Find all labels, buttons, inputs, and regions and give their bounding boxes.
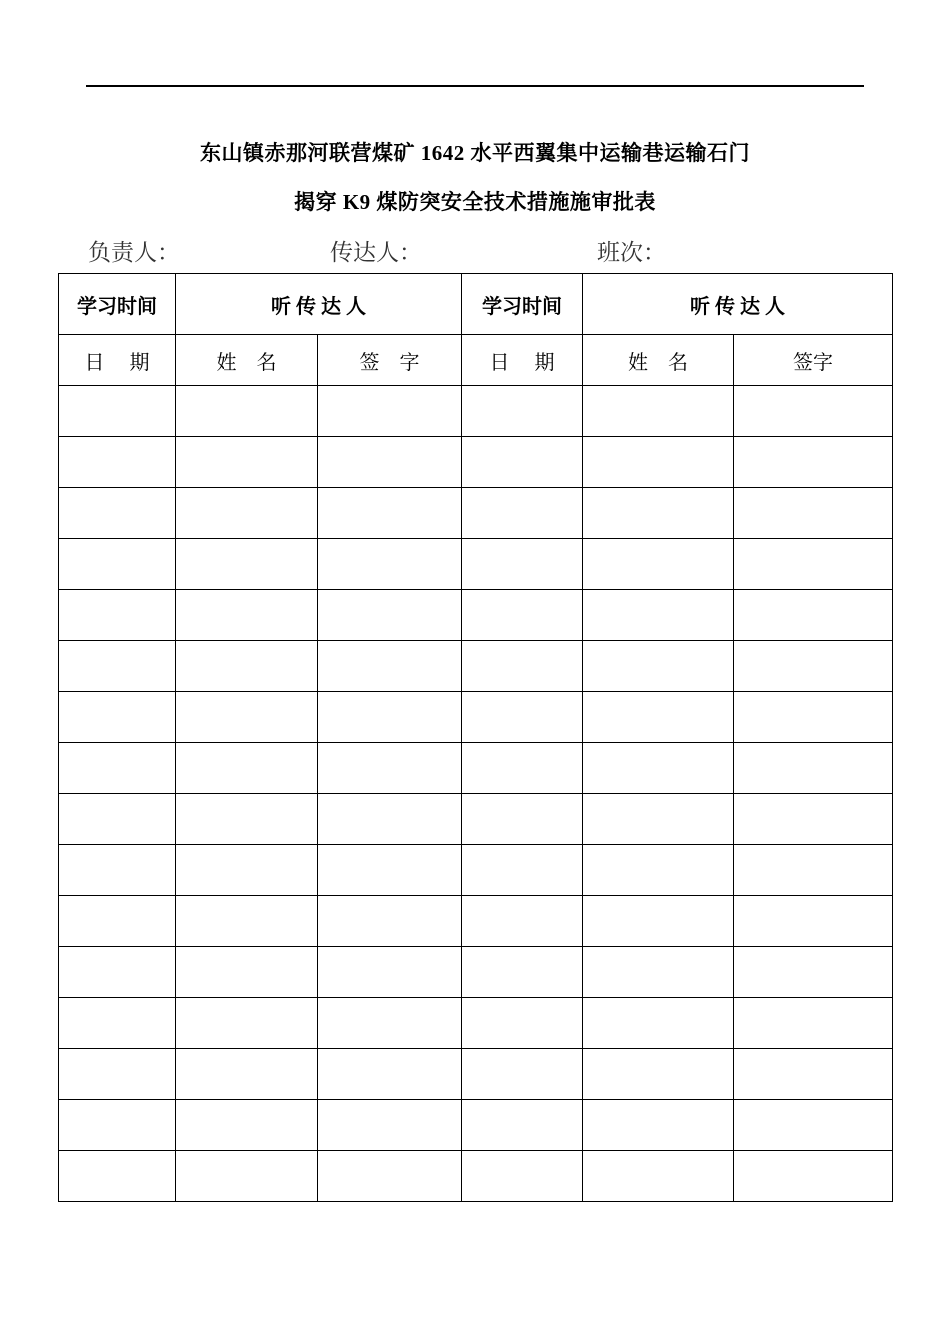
signature-cell-left — [318, 1100, 462, 1151]
name-cell-right — [583, 641, 734, 692]
name-header-left: 姓 名 — [176, 335, 318, 386]
name-cell-right — [583, 437, 734, 488]
name-cell-left — [176, 896, 318, 947]
name-cell-left — [176, 743, 318, 794]
table-row — [59, 845, 893, 896]
name-cell-right — [583, 488, 734, 539]
table-row — [59, 794, 893, 845]
name-cell-right — [583, 998, 734, 1049]
date-cell-right — [462, 488, 583, 539]
table-row — [59, 1151, 893, 1202]
date-cell-left — [59, 488, 176, 539]
name-cell-right — [583, 794, 734, 845]
study-time-header-right: 学习时间 — [462, 274, 583, 335]
name-cell-right — [583, 896, 734, 947]
name-cell-left — [176, 998, 318, 1049]
table-row — [59, 998, 893, 1049]
date-cell-right — [462, 692, 583, 743]
name-cell-right — [583, 743, 734, 794]
date-cell-right — [462, 590, 583, 641]
name-cell-left — [176, 845, 318, 896]
date-cell-left — [59, 539, 176, 590]
signature-cell-right — [734, 998, 893, 1049]
date-cell-left — [59, 845, 176, 896]
date-cell-right — [462, 386, 583, 437]
date-cell-right — [462, 998, 583, 1049]
table-row — [59, 386, 893, 437]
signature-cell-left — [318, 1151, 462, 1202]
table-row — [59, 692, 893, 743]
date-cell-left — [59, 743, 176, 794]
document-title-line-1: 东山镇赤那河联营煤矿 1642 水平西翼集中运输巷运输石门 — [200, 141, 750, 165]
date-cell-right — [462, 743, 583, 794]
name-cell-right — [583, 1100, 734, 1151]
signature-cell-left — [318, 437, 462, 488]
signature-cell-right — [734, 692, 893, 743]
signature-cell-right — [734, 794, 893, 845]
date-cell-left — [59, 692, 176, 743]
name-cell-right — [583, 845, 734, 896]
table-header-row-1 — [59, 274, 893, 335]
date-cell-right — [462, 896, 583, 947]
table-row — [59, 488, 893, 539]
date-cell-left — [59, 947, 176, 998]
signature-cell-right — [734, 488, 893, 539]
table-row — [59, 590, 893, 641]
signature-cell-right — [734, 845, 893, 896]
date-cell-left — [59, 437, 176, 488]
signature-cell-left — [318, 998, 462, 1049]
name-cell-right — [583, 539, 734, 590]
signature-cell-right — [734, 896, 893, 947]
table-row — [59, 437, 893, 488]
relayer-label: 传达人： — [330, 240, 422, 265]
date-cell-left — [59, 1151, 176, 1202]
signature-cell-left — [318, 488, 462, 539]
date-header-right: 日 期 — [462, 335, 583, 386]
name-cell-left — [176, 488, 318, 539]
name-cell-left — [176, 590, 318, 641]
name-cell-left — [176, 794, 318, 845]
name-header-right: 姓 名 — [583, 335, 734, 386]
date-cell-right — [462, 794, 583, 845]
signature-cell-right — [734, 386, 893, 437]
signature-cell-left — [318, 896, 462, 947]
signature-cell-right — [734, 743, 893, 794]
table-row — [59, 947, 893, 998]
table-row — [59, 1100, 893, 1151]
table-header-row-2 — [59, 335, 893, 386]
listener-header-left: 听 传 达 人 — [176, 274, 462, 335]
signature-cell-right — [734, 947, 893, 998]
table-row — [59, 539, 893, 590]
signature-cell-right — [734, 1100, 893, 1151]
name-cell-right — [583, 1049, 734, 1100]
signature-header-right: 签字 — [734, 335, 893, 386]
name-cell-right — [583, 947, 734, 998]
date-cell-right — [462, 437, 583, 488]
name-cell-left — [176, 437, 318, 488]
date-cell-left — [59, 386, 176, 437]
name-cell-right — [583, 386, 734, 437]
date-cell-right — [462, 1151, 583, 1202]
signature-cell-left — [318, 794, 462, 845]
shift-label: 班次： — [597, 240, 666, 265]
date-cell-left — [59, 896, 176, 947]
date-cell-left — [59, 1100, 176, 1151]
date-cell-left — [59, 590, 176, 641]
date-cell-left — [59, 794, 176, 845]
table-row — [59, 743, 893, 794]
signature-cell-left — [318, 386, 462, 437]
table-row — [59, 641, 893, 692]
name-cell-left — [176, 1100, 318, 1151]
date-header-left: 日 期 — [59, 335, 176, 386]
signature-cell-right — [734, 1049, 893, 1100]
signature-cell-left — [318, 641, 462, 692]
date-cell-right — [462, 947, 583, 998]
signature-cell-right — [734, 437, 893, 488]
date-cell-right — [462, 845, 583, 896]
signature-cell-right — [734, 1151, 893, 1202]
date-cell-left — [59, 641, 176, 692]
listener-header-right: 听 传 达 人 — [583, 274, 893, 335]
name-cell-left — [176, 947, 318, 998]
table-row — [59, 1049, 893, 1100]
name-cell-left — [176, 539, 318, 590]
date-cell-right — [462, 539, 583, 590]
signature-cell-right — [734, 539, 893, 590]
document-title-line-2: 揭穿 K9 煤防突安全技术措施施审批表 — [294, 190, 656, 214]
date-cell-left — [59, 998, 176, 1049]
name-cell-right — [583, 590, 734, 641]
signature-cell-left — [318, 743, 462, 794]
responsible-person-label: 负责人： — [88, 240, 180, 265]
signature-header-left: 签 字 — [318, 335, 462, 386]
date-cell-left — [59, 1049, 176, 1100]
table-row — [59, 896, 893, 947]
signature-cell-left — [318, 692, 462, 743]
name-cell-left — [176, 1049, 318, 1100]
name-cell-left — [176, 1151, 318, 1202]
approval-sign-table — [58, 273, 893, 1202]
name-cell-right — [583, 692, 734, 743]
signature-cell-left — [318, 539, 462, 590]
name-cell-left — [176, 386, 318, 437]
signature-cell-right — [734, 641, 893, 692]
signature-cell-right — [734, 590, 893, 641]
signature-cell-left — [318, 1049, 462, 1100]
name-cell-left — [176, 692, 318, 743]
date-cell-right — [462, 1100, 583, 1151]
study-time-header-left: 学习时间 — [59, 274, 176, 335]
signature-cell-left — [318, 947, 462, 998]
date-cell-right — [462, 641, 583, 692]
name-cell-left — [176, 641, 318, 692]
signature-cell-left — [318, 590, 462, 641]
date-cell-right — [462, 1049, 583, 1100]
name-cell-right — [583, 1151, 734, 1202]
top-rule — [86, 85, 864, 87]
signature-cell-left — [318, 845, 462, 896]
